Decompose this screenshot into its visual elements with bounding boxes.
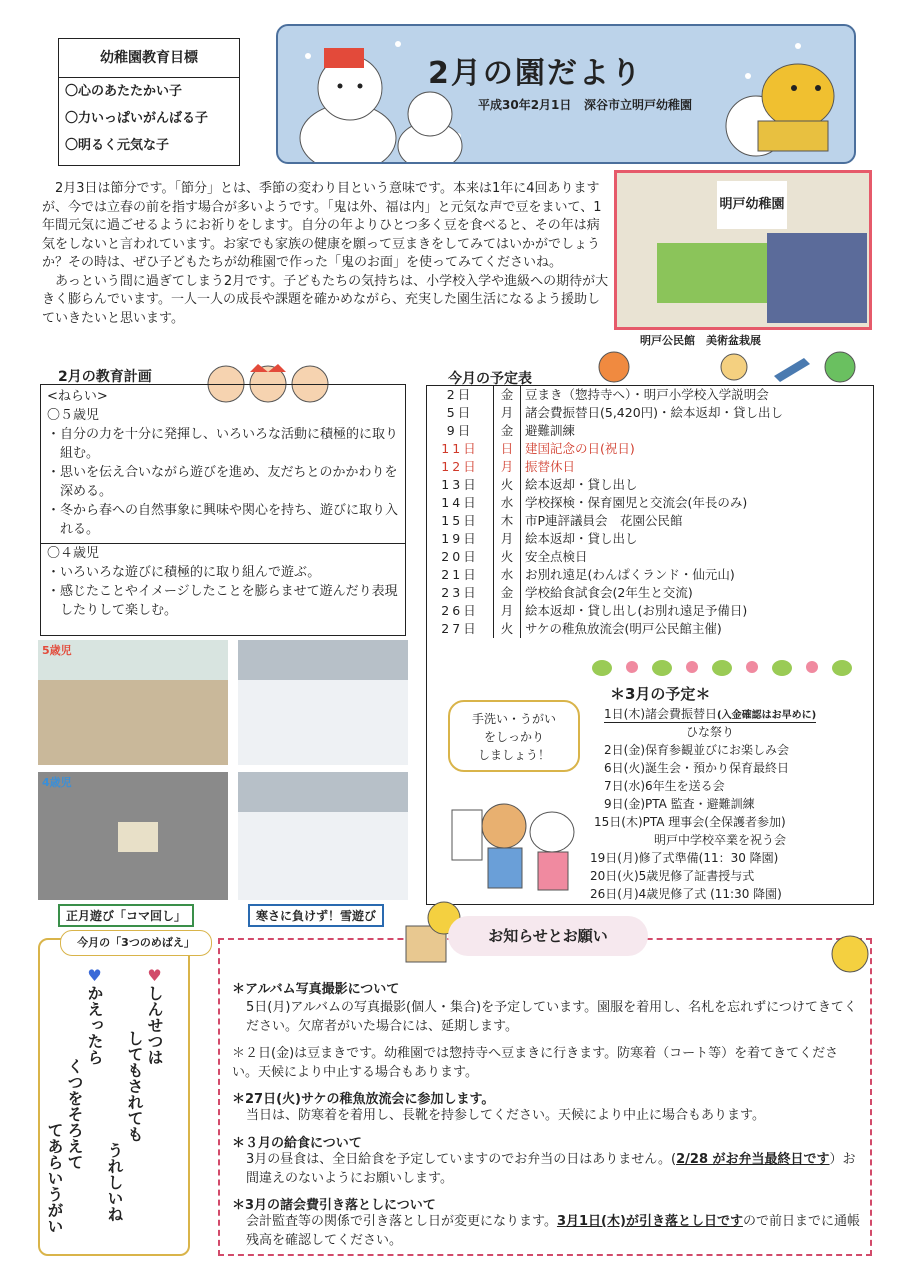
intro-text <box>42 180 610 328</box>
sprout-line: くつをそろえて <box>65 1058 84 1170</box>
age4-label: 〇４歳児 <box>47 546 100 561</box>
schedule-row <box>427 404 873 422</box>
march-line: 9日(金)PTA 監査・避難訓練 <box>604 797 755 811</box>
notice-body: 3月の昼食は、全日給食を予定していますのでお弁当の日はありません。(2/28 がお弁当最終日です）お間違えのないようにお願いします。 <box>246 1152 856 1186</box>
photo-label-4: 4歳児 <box>42 776 72 789</box>
schedule-cell-weekday: 月 <box>494 530 521 548</box>
schedule-row <box>427 494 873 512</box>
notice-heading: ＊27日(火)サケの稚魚放流会に参加します。 <box>232 1092 495 1107</box>
sprout-line: てあらいうがい <box>45 1122 64 1234</box>
march-line: ひな祭り <box>686 725 735 739</box>
plan-item: ・思いを伝え合いながら遊びを進め、友だちとのかかわりを深める。 <box>47 465 398 499</box>
schedule-cell-date: 27日 <box>427 620 494 638</box>
schedule-cell-event: 振替休日 <box>525 459 576 474</box>
schedule-cell-weekday: 火 <box>494 476 521 494</box>
schedule-row <box>427 476 873 494</box>
photo-caption-snow: 寒さに負けず！雪遊び <box>248 904 384 927</box>
photo-snow-1 <box>238 640 408 765</box>
schedule-cell-event: 諸会費振替日(5,420円)・絵本返却・貸し出し <box>525 405 784 420</box>
goal-item: 〇明るく元気な子 <box>65 138 170 153</box>
schedule-cell-event: 学校給食試食会(2年生と交流) <box>525 585 693 600</box>
schedule-cell-weekday: 火 <box>494 620 521 638</box>
three-sprouts-title: 今月の「3つのめばえ」 <box>60 930 212 956</box>
plan-item: ・自分の力を十分に発揮し、いろいろな活動に積極的に取り組む。 <box>47 427 399 461</box>
schedule-cell-event: 学校探検・保育園児と交流会(年長のみ) <box>525 495 748 510</box>
schedule-cell-event: 絵本返却・貸し出し(お別れ遠足予備日) <box>525 603 748 618</box>
march-line: 明戸中学校卒業を祝う会 <box>654 833 787 847</box>
goals-title: 幼稚園教育目標 <box>59 39 239 78</box>
schedule-cell-date: 11日 <box>427 440 494 458</box>
schedule-cell-date: 26日 <box>427 602 494 620</box>
schedule-cell-weekday: 金 <box>494 584 521 602</box>
goal-item: 〇心のあたたかい子 <box>65 84 183 99</box>
notice-body: 当日は、防寒着を着用し、長靴を持参してください。天候により中止に場合もあります。 <box>246 1108 765 1123</box>
schedule-cell-event: 豆まき（惣持寺へ）・明戸小学校入学説明会 <box>525 387 769 402</box>
schedule-cell-weekday: 木 <box>494 512 521 530</box>
schedule-cell-weekday: 月 <box>494 458 521 476</box>
schedule-row <box>427 548 873 566</box>
march-line: 6日(火)誕生会・預かり保育最終日 <box>604 761 789 775</box>
schedule-row <box>427 440 873 458</box>
schedule-cell-date: 13日 <box>427 476 494 494</box>
plan-item: ・いろいろな遊びに積極的に取り組んで遊ぶ。 <box>47 565 321 580</box>
schedule-cell-event: 絵本返却・貸し出し <box>525 477 638 492</box>
aim-label: <ねらい> <box>47 389 108 404</box>
schedule-cell-event: お別れ遠足(わんぱくランド・仙元山) <box>525 567 735 582</box>
notice-title: お知らせとお願い <box>448 916 648 956</box>
newsletter-title: 2月の園だより <box>428 56 643 91</box>
sprout-line: うれしいね <box>105 1142 124 1222</box>
schedule-row <box>427 530 873 548</box>
march-line: 15日(木)PTA 理事会(全保護者参加) <box>594 815 786 829</box>
march-line: 19日(月)修了式準備(11：30 降園) <box>590 851 779 865</box>
sprout-line: ♥しんせつは <box>145 966 164 1065</box>
bear-cat-illustration <box>448 790 578 900</box>
schedule-cell-event: 避難訓練 <box>525 423 576 438</box>
schedule-cell-date: 14日 <box>427 494 494 512</box>
schedule-cell-date: 9日 <box>427 422 494 440</box>
schedule-cell-date: 23日 <box>427 584 494 602</box>
schedule-cell-event: 建国記念の日(祝日) <box>525 441 635 456</box>
march-line: 1日(木)諸会費振替日(入金確認はお早めに) <box>604 707 817 721</box>
photo-snow-2 <box>238 772 408 900</box>
march-line: 26日(月)4歳児修了式 (11:30 降園) <box>590 887 782 901</box>
schedule-cell-date: 2日 <box>427 386 494 404</box>
plan-item: ・冬から春への自然事象に興味や関心を持ち、遊びに取り入れる。 <box>47 503 399 537</box>
schedule-cell-date: 15日 <box>427 512 494 530</box>
schedule-row <box>427 458 873 476</box>
schedule-cell-date: 19日 <box>427 530 494 548</box>
education-goals-box <box>58 38 240 166</box>
plan-item: ・感じたことやイメージしたことを膨らませて遊んだり表現したりして楽しむ。 <box>47 584 398 618</box>
schedule-row <box>427 512 873 530</box>
schedule-cell-weekday: 日 <box>494 440 521 458</box>
schedule-cell-event: サケの稚魚放流会(明戸公民館主催) <box>525 621 722 636</box>
notice-body: 5日(月)アルバムの写真撮影(個人・集合)を予定しています。園服を着用し、名札を忘れずにつけてきてください。欠席者がいた場合には、延期します。 <box>246 1000 857 1034</box>
schedule-cell-event: 絵本返却・貸し出し <box>525 531 638 546</box>
exhibition-photo <box>614 170 872 330</box>
setsubun-illustration <box>594 350 864 384</box>
sprout-line: してもされても <box>125 1030 144 1142</box>
exhibition-sign: 明戸幼稚園 <box>717 181 787 229</box>
photo-5yo <box>38 640 228 765</box>
photo-label-5: 5歳児 <box>42 644 72 657</box>
notice-heading: ＊３月の給食について <box>232 1136 362 1151</box>
schedule-cell-weekday: 金 <box>494 422 521 440</box>
snowman-illustration <box>278 26 854 162</box>
intro-paragraph: あっという間に過ぎてしまう2月です。子どもたちの気持ちは、小学校入学や進級への期待が大きく膨らんでいます。一人一人の成長や課題を確かめながら、充実した園生活になるよう援助していきたいと思います。 <box>42 273 609 326</box>
schedule-row <box>427 386 873 404</box>
chick-illustration <box>826 930 876 980</box>
bird-garland <box>582 654 872 680</box>
schedule-row <box>427 566 873 584</box>
issue-date-school <box>478 96 692 113</box>
schedule-row <box>427 422 873 440</box>
schedule-cell-weekday: 月 <box>494 602 521 620</box>
march-line: 20日(火)5歳児修了証書授与式 <box>590 869 755 883</box>
schedule-cell-weekday: 金 <box>494 386 521 404</box>
schedule-cell-date: 12日 <box>427 458 494 476</box>
march-line: 7日(水)6年生を送る会 <box>604 779 725 793</box>
notice-heading: ＊アルバム写真撮影について <box>232 982 400 997</box>
newsletter-banner <box>276 24 856 164</box>
intro-paragraph: 2月3日は節分です。「節分」とは、季節の変わり目という意味です。本来は1年に4回ありますが、今では立春の前を指す場合が多いようです。「鬼は外、福は内」と元気な声で豆をまいて、1年間元気に過ごせるようにお祈りをします。自分の年よりひとつ多く豆を食べると、その年は病気をしないと言われています。お家でも家族の健康を願って豆まきをしてみてはいかがでしょうか？その時は、ぜひ子どもたちが幼稚園で作った「鬼のお面」を使ってみてくださいね。 <box>42 181 602 270</box>
notice-heading: ＊２日(金)は豆まきです。幼稚園では惣持寺へ豆まきに行きます。防寒着（コート等）を着てきてください。天候により中止する場合もあります。 <box>232 1046 839 1080</box>
march-line: 2日(金)保育参観並びにお楽しみ会 <box>604 743 789 757</box>
schedule-cell-weekday: 水 <box>494 494 521 512</box>
schedule-row <box>427 620 873 638</box>
schedule-cell-date: 5日 <box>427 404 494 422</box>
schedule-cell-weekday: 水 <box>494 566 521 584</box>
schedule-cell-event: 安全点検日 <box>525 549 588 564</box>
schedule-row <box>427 602 873 620</box>
schedule-cell-weekday: 火 <box>494 548 521 566</box>
issue-date: 平成30年2月1日 <box>478 98 572 112</box>
sprout-line: ♥かえったら <box>85 966 104 1065</box>
exhibition-caption: 明戸公民館 美術盆栽展 <box>640 334 761 347</box>
notice-body: 会計監査等の関係で引き落とし日が変更になります。3月1日(木)が引き落とし日ですので前日までに通帳残高を確認してください。 <box>246 1214 860 1248</box>
education-plan-box <box>40 384 406 636</box>
schedule-cell-weekday: 月 <box>494 404 521 422</box>
photo-caption-koma: 正月遊び「コマ回し」 <box>58 904 194 927</box>
schedule-cell-event: 市P連評議員会 花園公民館 <box>525 513 683 528</box>
handwash-bubble: 手洗い・うがい をしっかり しましょう！ <box>448 700 580 772</box>
schedule-cell-date: 21日 <box>427 566 494 584</box>
plan-title: 2月の教育計画 <box>58 369 152 385</box>
schedule-title: 今月の予定表 <box>448 371 532 387</box>
schedule-row <box>427 584 873 602</box>
notice-heading: ＊3月の諸会費引き落としについて <box>232 1198 436 1213</box>
age5-label: 〇５歳児 <box>47 408 100 423</box>
photo-4yo <box>38 772 228 900</box>
march-title: ＊3月の予定＊ <box>610 685 711 703</box>
goal-item: 〇力いっぱいがんばる子 <box>65 111 209 126</box>
school-name: 深谷市立明戸幼稚園 <box>583 98 692 112</box>
schedule-cell-date: 20日 <box>427 548 494 566</box>
